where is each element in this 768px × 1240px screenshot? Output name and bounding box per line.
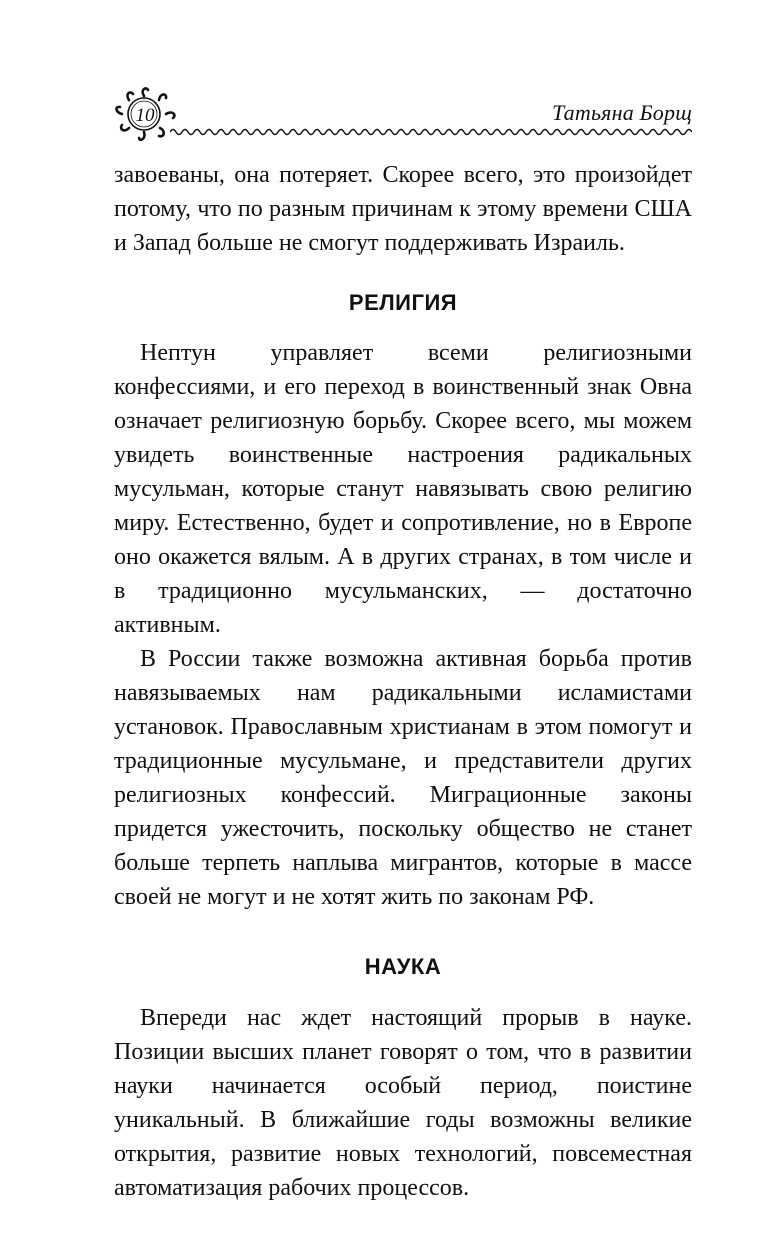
- page-content: [114, 158, 692, 1205]
- religion-paragraph-1: Нептун управляет всеми религиозными конфессиями, и его переход в воинственный знак Овна означает религиозную борьбу. Скорее всего, мы можем увидеть воинственные настроения радикальных мусульман, которые станут навязывать свою религию миру. Естественно, будет и сопротивление, но в Европе оно окажется вялым. А в других странах, в том числе и в традиционно мусульманских, — достаточно активным.: [114, 340, 692, 638]
- section-title-religion: РЕЛИГИЯ: [348, 290, 458, 315]
- religion-paragraph-2: В России также возможна активная борьба против навязываемых нам радикальными исламистами установок. Православным христианам в этом помогут и традиционные мусульмане, и представители других религиозных конфессий. Миграционные законы придется ужесточить, поскольку общество не станет больше терпеть наплыва мигрантов, которые в массе своей не могут и не хотят жить по законам РФ.: [114, 646, 692, 910]
- author-name: Татьяна Борщ: [552, 100, 692, 125]
- page-number: 10: [135, 105, 155, 126]
- science-paragraph-1: Впереди нас ждет настоящий прорыв в науке. Позиции высших планет говорят о том, что в развитии науки начинается особый период, поистине уникальный. В ближайшие годы возможны великие открытия, развитие новых технологий, повсеместная автоматизация рабочих процессов.: [114, 1005, 692, 1201]
- page-header: [0, 78, 768, 148]
- section-title-science: НАУКА: [364, 954, 442, 979]
- decorative-wave-line: [170, 126, 692, 138]
- intro-paragraph: завоеваны, она потеряет. Скорее всего, это произойдет потому, что по разным причинам к этому времени США и Запад больше не смогут поддерживать Израиль.: [114, 162, 692, 256]
